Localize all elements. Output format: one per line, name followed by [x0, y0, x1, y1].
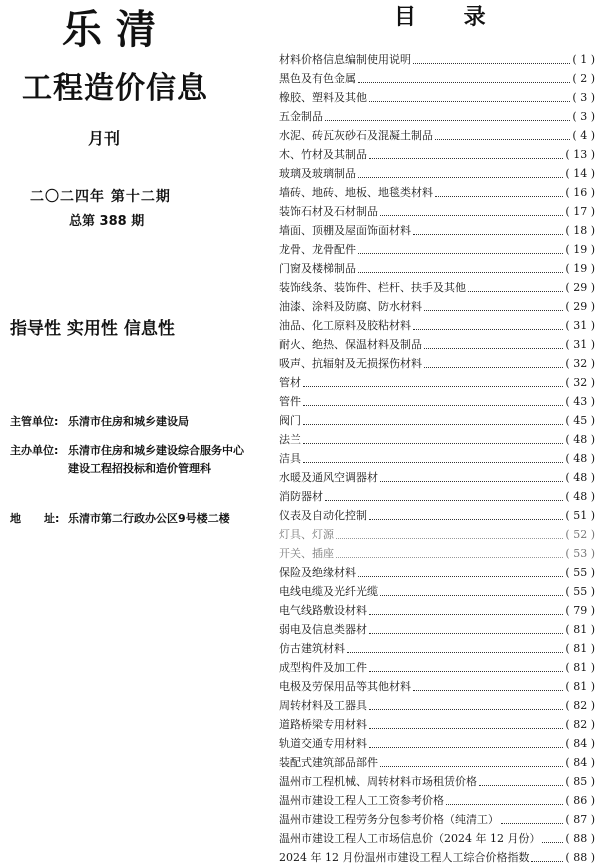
toc-entry-page: ( 55 ) [565, 585, 595, 598]
toc-entry-page: ( 81 ) [565, 680, 595, 693]
masthead-title: 工程造价信息 [22, 71, 208, 106]
toc-entry[interactable] [279, 257, 595, 276]
toc-entry-title: 装饰石材及石材制品 [279, 205, 378, 218]
toc-entry-title: 黑色及有色金属 [279, 72, 356, 85]
toc-entry-title: 玻璃及玻璃制品 [279, 167, 356, 180]
toc-entry-page: ( 87 ) [565, 813, 595, 826]
toc-entry-title: 道路桥梁专用材料 [279, 718, 367, 731]
toc-entry[interactable] [279, 846, 595, 865]
toc-entry[interactable] [279, 770, 595, 789]
toc-entry[interactable] [279, 143, 595, 162]
sponsor-value-line2: 建设工程招投标和造价管理科 [68, 462, 211, 475]
toc-dot-leader [369, 613, 563, 615]
toc-entry-title: 水泥、砖瓦灰砂石及混凝土制品 [279, 129, 433, 142]
toc-entry-title: 灯具、灯源 [279, 528, 334, 541]
toc-dot-leader [303, 461, 563, 463]
toc-entry[interactable] [279, 86, 595, 105]
toc-entry-title: 吸声、抗辐射及无损探伤材料 [279, 357, 422, 370]
toc-entry-page: ( 81 ) [565, 642, 595, 655]
toc-entry-title: 法兰 [279, 433, 301, 446]
toc-heading: 目 录 [394, 5, 506, 30]
toc-entry[interactable] [279, 827, 595, 846]
toc-dot-leader [501, 822, 563, 824]
toc-dot-leader [325, 119, 570, 121]
sponsor-row [10, 442, 272, 460]
toc-entry[interactable] [279, 428, 595, 447]
toc-entry[interactable] [279, 295, 595, 314]
toc-entry[interactable] [279, 789, 595, 808]
toc-entry-title: 橡胶、塑料及其他 [279, 91, 367, 104]
toc-entry-page: ( 2 ) [572, 72, 595, 85]
toc-entry-title: 管材 [279, 376, 301, 389]
toc-entry-page: ( 48 ) [565, 490, 595, 503]
toc-entry-page: ( 53 ) [565, 547, 595, 560]
toc-dot-leader [380, 594, 563, 596]
toc-dot-leader [413, 233, 563, 235]
toc-entry[interactable] [279, 181, 595, 200]
toc-entry[interactable] [279, 352, 595, 371]
toc-entry-title: 保险及绝缘材料 [279, 566, 356, 579]
address-row [10, 510, 272, 528]
toc-dot-leader [303, 423, 563, 425]
toc-entry[interactable] [279, 124, 595, 143]
toc-entry-title: 耐火、绝热、保温材料及制品 [279, 338, 422, 351]
toc-entry-title: 弱电及信息类器材 [279, 623, 367, 636]
toc-dot-leader [369, 100, 570, 102]
sponsor-row-line2 [10, 460, 272, 478]
issue-number: 二〇二四年 第十二期 [30, 189, 171, 205]
toc-dot-leader [369, 157, 563, 159]
toc-entry-page: ( 18 ) [565, 224, 595, 237]
toc-entry[interactable] [279, 561, 595, 580]
toc-entry[interactable] [279, 390, 595, 409]
toc-dot-leader [336, 537, 563, 539]
toc-entry-page: ( 79 ) [565, 604, 595, 617]
toc-entry-title: 装配式建筑部品部件 [279, 756, 378, 769]
toc-dot-leader [303, 442, 563, 444]
toc-entry[interactable] [279, 219, 595, 238]
toc-entry-title: 温州市建设工程劳务分包参考价格（纯清工） [279, 813, 499, 826]
address-label: 地 址: [10, 512, 60, 525]
toc-entry-title: 仿古建筑材料 [279, 642, 345, 655]
toc-entry-page: ( 82 ) [565, 699, 595, 712]
toc-entry-page: ( 19 ) [565, 243, 595, 256]
toc-dot-leader [435, 195, 563, 197]
toc-entry[interactable] [279, 48, 595, 67]
sponsor-value-line1: 乐清市住房和城乡建设综合服务中心 [68, 444, 244, 457]
toc-entry-title: 成型构件及加工件 [279, 661, 367, 674]
toc-entry-title: 装饰线条、装饰件、栏杆、扶手及其他 [279, 281, 466, 294]
toc-entry-page: ( 31 ) [565, 319, 595, 332]
sponsor-label: 主办单位: [10, 444, 59, 457]
toc-dot-leader [413, 689, 563, 691]
toc-entry-page: ( 55 ) [565, 566, 595, 579]
toc-entry-title: 材料价格信息编制使用说明 [279, 53, 411, 66]
toc-dot-leader [369, 518, 563, 520]
toc-entry-page: ( 48 ) [565, 433, 595, 446]
toc-dot-leader [358, 176, 563, 178]
toc-entry-title: 木、竹材及其制品 [279, 148, 367, 161]
toc-entry-page: ( 29 ) [565, 281, 595, 294]
toc-entry[interactable] [279, 542, 595, 561]
table-of-contents [279, 48, 595, 865]
toc-entry[interactable] [279, 580, 595, 599]
toc-entry-title: 2024 年 12 月份温州市建设工程人工综合价格指数 [279, 851, 530, 864]
toc-entry-page: ( 13 ) [565, 148, 595, 161]
masthead-city: 乐清 [62, 7, 170, 53]
toc-entry-page: ( 81 ) [565, 623, 595, 636]
toc-entry-page: ( 43 ) [565, 395, 595, 408]
toc-dot-leader [446, 803, 563, 805]
toc-dot-leader [413, 62, 570, 64]
cover-left-panel [0, 0, 272, 868]
toc-entry[interactable] [279, 466, 595, 485]
toc-entry-title: 温州市建设工程人工工资参考价格 [279, 794, 444, 807]
toc-entry-page: ( 48 ) [565, 471, 595, 484]
toc-dot-leader [413, 328, 563, 330]
toc-entry-title: 开关、插座 [279, 547, 334, 560]
toc-dot-leader [358, 271, 563, 273]
toc-entry-title: 水暖及通风空调器材 [279, 471, 378, 484]
toc-dot-leader [347, 651, 563, 653]
toc-entry-title: 温州市建设工程人工市场信息价（2024 年 12 月份） [279, 832, 541, 845]
toc-dot-leader [380, 765, 563, 767]
toc-dot-leader [380, 480, 563, 482]
slogan: 指导性 实用性 信息性 [10, 319, 175, 339]
toc-dot-leader [325, 499, 563, 501]
toc-entry-title: 墙砖、地砖、地板、地毯类材料 [279, 186, 433, 199]
toc-dot-leader [468, 290, 563, 292]
toc-entry-page: ( 51 ) [565, 509, 595, 522]
toc-entry-title: 轨道交通专用材料 [279, 737, 367, 750]
toc-entry-page: ( 88 ) [565, 851, 595, 864]
toc-entry-page: ( 14 ) [565, 167, 595, 180]
toc-entry-page: ( 81 ) [565, 661, 595, 674]
toc-entry-title: 墙面、顶棚及屋面饰面材料 [279, 224, 411, 237]
toc-dot-leader [369, 670, 563, 672]
toc-dot-leader [358, 81, 570, 83]
toc-entry-page: ( 17 ) [565, 205, 595, 218]
toc-entry[interactable] [279, 656, 595, 675]
supervisor-row [10, 413, 272, 431]
toc-entry-page: ( 86 ) [565, 794, 595, 807]
toc-entry[interactable] [279, 162, 595, 181]
toc-dot-leader [424, 366, 563, 368]
toc-entry-page: ( 32 ) [565, 357, 595, 370]
toc-entry-page: ( 52 ) [565, 528, 595, 541]
toc-entry-title: 消防器材 [279, 490, 323, 503]
toc-entry-page: ( 32 ) [565, 376, 595, 389]
toc-entry[interactable] [279, 333, 595, 352]
address-value: 乐清市第二行政办公区9号楼二楼 [68, 512, 230, 525]
toc-dot-leader [424, 347, 563, 349]
toc-dot-leader [369, 746, 563, 748]
toc-entry-title: 龙骨、龙骨配件 [279, 243, 356, 256]
toc-entry-page: ( 82 ) [565, 718, 595, 731]
toc-entry-page: ( 29 ) [565, 300, 595, 313]
toc-entry-page: ( 16 ) [565, 186, 595, 199]
toc-entry[interactable] [279, 238, 595, 257]
toc-entry-title: 油漆、涂料及防腐、防水材料 [279, 300, 422, 313]
toc-entry[interactable] [279, 637, 595, 656]
toc-entry[interactable] [279, 276, 595, 295]
toc-dot-leader [380, 214, 563, 216]
toc-dot-leader [303, 404, 563, 406]
toc-entry[interactable] [279, 523, 595, 542]
toc-entry[interactable] [279, 409, 595, 428]
toc-entry-page: ( 31 ) [565, 338, 595, 351]
total-issue-number: 总第 388 期 [69, 214, 145, 229]
toc-entry-title: 阀门 [279, 414, 301, 427]
toc-entry[interactable] [279, 504, 595, 523]
toc-entry-page: ( 48 ) [565, 452, 595, 465]
toc-entry-title: 五金制品 [279, 110, 323, 123]
toc-entry[interactable] [279, 675, 595, 694]
toc-dot-leader [303, 385, 563, 387]
toc-entry[interactable] [279, 694, 595, 713]
toc-entry[interactable] [279, 713, 595, 732]
toc-dot-leader [479, 784, 563, 786]
toc-entry[interactable] [279, 618, 595, 637]
toc-dot-leader [369, 632, 563, 634]
publication-frequency: 月刊 [88, 129, 121, 148]
toc-entry[interactable] [279, 808, 595, 827]
supervisor-label: 主管单位: [10, 415, 59, 428]
toc-entry-title: 周转材料及工器具 [279, 699, 367, 712]
toc-entry-page: ( 1 ) [572, 53, 595, 66]
toc-dot-leader [358, 252, 563, 254]
toc-entry[interactable] [279, 447, 595, 466]
toc-dot-leader [531, 860, 563, 862]
toc-entry-page: ( 19 ) [565, 262, 595, 275]
toc-entry-page: ( 4 ) [572, 129, 595, 142]
toc-entry[interactable] [279, 732, 595, 751]
toc-entry-title: 温州市工程机械、周转材料市场租赁价格 [279, 775, 477, 788]
toc-entry-title: 电气线路敷设材料 [279, 604, 367, 617]
toc-entry-page: ( 84 ) [565, 737, 595, 750]
toc-entry-title: 电线电缆及光纤光缆 [279, 585, 378, 598]
toc-entry[interactable] [279, 105, 595, 124]
supervisor-value: 乐清市住房和城乡建设局 [68, 415, 189, 428]
toc-dot-leader [542, 841, 563, 843]
toc-entry-title: 油品、化工原料及胶粘材料 [279, 319, 411, 332]
toc-entry-title: 门窗及楼梯制品 [279, 262, 356, 275]
toc-entry-page: ( 85 ) [565, 775, 595, 788]
toc-entry[interactable] [279, 314, 595, 333]
toc-entry-page: ( 3 ) [572, 91, 595, 104]
toc-entry-page: ( 88 ) [565, 832, 595, 845]
toc-entry-title: 电极及劳保用品等其他材料 [279, 680, 411, 693]
toc-entry[interactable] [279, 200, 595, 219]
toc-entry[interactable] [279, 751, 595, 770]
toc-dot-leader [424, 309, 563, 311]
toc-entry-title: 仪表及自动化控制 [279, 509, 367, 522]
toc-dot-leader [336, 556, 563, 558]
toc-entry-title: 管件 [279, 395, 301, 408]
toc-entry[interactable] [279, 599, 595, 618]
toc-entry-page: ( 84 ) [565, 756, 595, 769]
toc-dot-leader [369, 727, 563, 729]
toc-entry[interactable] [279, 67, 595, 86]
toc-entry-page: ( 45 ) [565, 414, 595, 427]
toc-dot-leader [369, 708, 563, 710]
toc-dot-leader [358, 575, 563, 577]
toc-dot-leader [435, 138, 570, 140]
toc-entry-page: ( 3 ) [572, 110, 595, 123]
toc-entry[interactable] [279, 485, 595, 504]
toc-entry[interactable] [279, 371, 595, 390]
toc-entry-title: 洁具 [279, 452, 301, 465]
